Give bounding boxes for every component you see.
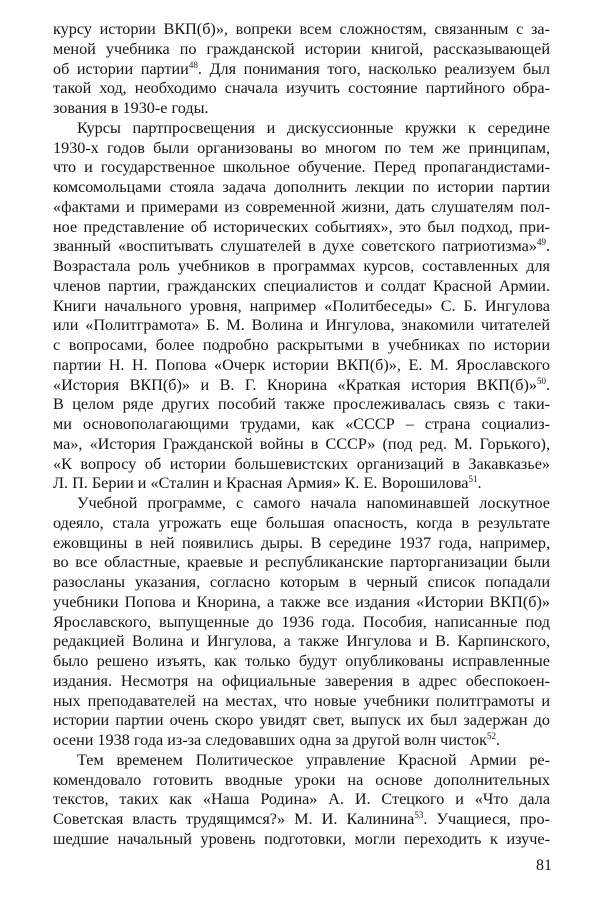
paragraph bbox=[53, 20, 550, 119]
text-span: осени 1938 года из-за следовавших одна за другой волн чисток bbox=[53, 731, 487, 749]
text-span: зования в 1930-е годы. bbox=[53, 99, 209, 117]
text-span: что и государственное школьное обучение. Перед пропагандистами- bbox=[53, 158, 550, 177]
text-span: В целом ряде других пособий также прослеживалась связь с таки- bbox=[53, 395, 550, 414]
footnote-ref: 51 bbox=[468, 474, 478, 485]
text-span: было решено изъять, как только будут опубликованы исправленные bbox=[53, 652, 550, 670]
text-span: разосланы указания, согласно которым в черный список попадали bbox=[53, 573, 550, 591]
text-line bbox=[53, 297, 550, 317]
text-span: такой ход, необходимо сначала изучить состояние партийного обра- bbox=[53, 79, 550, 98]
text-span: Тем временем Политическое управление Красной Армии ре- bbox=[77, 750, 550, 769]
text-span: членов партии, гражданских специалистов и солдат Красной Армии. bbox=[53, 276, 550, 295]
text-line bbox=[53, 158, 550, 178]
text-span: меной учебника по гражданской истории книгой, рассказывающей bbox=[53, 39, 550, 58]
text-line bbox=[53, 257, 550, 277]
text-line bbox=[53, 810, 550, 830]
text-line bbox=[53, 237, 550, 257]
text-span: ных преподавателей на местах, что новые учебники политграмоты и bbox=[53, 691, 550, 710]
text-line bbox=[53, 435, 550, 455]
text-line bbox=[53, 178, 550, 198]
text-span: . bbox=[545, 375, 550, 394]
text-span: об истории партии bbox=[53, 59, 189, 78]
text-span: «фактами и примерами из современной жизни, дать слушателям пол- bbox=[53, 197, 550, 216]
text-line bbox=[53, 751, 550, 771]
text-line bbox=[53, 573, 550, 593]
text-span: «История ВКП(б)» и В. Г. Кнорина «Краткая история ВКП(б)» bbox=[53, 375, 537, 394]
text-line bbox=[53, 395, 550, 415]
text-span: комсомольцами стояла задача дополнить лекции по истории партии bbox=[53, 178, 550, 196]
paragraph bbox=[53, 751, 550, 850]
footnote-ref: 48 bbox=[188, 59, 198, 70]
text-span: Ярославского, выпущенные до 1936 года. Пособия, написанные под bbox=[53, 612, 550, 631]
text-span: . bbox=[477, 474, 482, 493]
text-line bbox=[53, 316, 550, 336]
text-span: «К вопросу об истории большевистских организаций в Закавказье» bbox=[53, 454, 550, 473]
text-line bbox=[53, 336, 550, 356]
footnote-ref: 53 bbox=[414, 810, 424, 820]
text-line bbox=[53, 376, 550, 396]
text-line bbox=[53, 415, 550, 435]
text-span: . Для понимания того, насколько реализуем был bbox=[197, 59, 551, 78]
text-span: издания. Несмотря на официальные заверения в адрес обеспокоен- bbox=[53, 671, 550, 690]
text-line bbox=[53, 474, 550, 494]
text-line bbox=[53, 731, 550, 751]
text-line bbox=[53, 711, 550, 731]
text-line bbox=[53, 119, 550, 139]
text-line bbox=[53, 356, 550, 376]
text-span: . Учащиеся, про- bbox=[423, 810, 551, 828]
text-span: комендовало готовить вводные уроки на основе дополнительных bbox=[53, 770, 550, 789]
text-line bbox=[53, 79, 550, 99]
text-span: Возрастала роль учебников в программах курсов, составленных для bbox=[53, 257, 550, 275]
text-line bbox=[53, 277, 550, 297]
text-span: Л. П. Берии и «Сталин и Красная Армия» К. Е. Ворошилова bbox=[53, 474, 469, 493]
text-line bbox=[53, 514, 550, 534]
text-line bbox=[53, 613, 550, 633]
page-body bbox=[53, 20, 550, 850]
text-line bbox=[53, 139, 550, 159]
text-span: . bbox=[545, 237, 550, 256]
text-line bbox=[53, 593, 550, 613]
text-line bbox=[53, 790, 550, 810]
text-span: 1930-х годов были организованы во многом по тем же принципам, bbox=[53, 138, 550, 157]
text-span: одеяло, стала угрожать еще большая опасность, когда в результате bbox=[53, 513, 550, 532]
footnote-ref: 50 bbox=[536, 375, 546, 386]
text-span: учебники Попова и Кнорина, а также все издания «Истории ВКП(б)» bbox=[53, 592, 550, 611]
text-line bbox=[53, 771, 550, 791]
text-line bbox=[53, 830, 550, 850]
text-line bbox=[53, 198, 550, 218]
text-span: с вопросами, более подробно раскрытыми в учебниках по истории bbox=[53, 336, 550, 354]
text-span: курсу истории ВКП(б)», вопреки всем сложностям, связанным с за- bbox=[53, 20, 550, 38]
text-line bbox=[53, 40, 550, 60]
text-span: ми основополагающими трудами, как «СССР – страна социализ- bbox=[53, 415, 550, 433]
text-span: Курсы партпросвещения и дискуссионные кружки к середине bbox=[77, 118, 550, 137]
text-line bbox=[53, 455, 550, 475]
text-span: партии Н. Н. Попова «Очерк истории ВКП(б)», Е. М. Ярославского bbox=[53, 355, 550, 374]
text-span: шедшие начальный уровень подготовки, могли переходить к изуче- bbox=[53, 829, 550, 848]
paragraph bbox=[53, 119, 550, 494]
text-span: редакцией Волина и Ингулова, а также Ингулова и В. Карпинского, bbox=[53, 632, 550, 651]
text-span: . bbox=[496, 731, 501, 749]
text-span: ное представление об исторических событиях», это был подход, при- bbox=[53, 217, 550, 236]
text-line bbox=[53, 494, 550, 514]
text-span: ма», «История Гражданской войны в СССР» (под ред. М. Горького), bbox=[53, 434, 550, 453]
text-line bbox=[53, 692, 550, 712]
text-span: ежовщины в ней появились дыры. В середине 1937 года, например, bbox=[53, 533, 550, 552]
text-span: званный «воспитывать слушателей в духе советского патриотизма» bbox=[53, 237, 537, 256]
page-number: 81 bbox=[536, 857, 552, 874]
text-span: или «Политграмота» Б. М. Волина и Ингулова, знакомили читателей bbox=[53, 316, 550, 335]
text-span: Советская власть трудящимся?» М. И. Калинина bbox=[53, 810, 415, 828]
text-line bbox=[53, 218, 550, 238]
text-line bbox=[53, 632, 550, 652]
text-span: Учебной программе, с самого начала напоминавшей лоскутное bbox=[77, 494, 550, 512]
paragraph bbox=[53, 494, 550, 751]
text-span: Книги начального уровня, например «Политбеседы» С. Б. Ингулова bbox=[53, 296, 550, 315]
text-line bbox=[53, 20, 550, 40]
text-line bbox=[53, 652, 550, 672]
text-line bbox=[53, 534, 550, 554]
text-line bbox=[53, 60, 550, 80]
text-span: текстов, таких как «Наша Родина» А. И. Стецкого и «Что дала bbox=[53, 790, 550, 809]
text-span: во все областные, краевые и республиканские парторганизации были bbox=[53, 553, 550, 572]
text-line bbox=[53, 553, 550, 573]
footnote-ref: 52 bbox=[487, 731, 496, 741]
footnote-ref: 49 bbox=[536, 237, 546, 248]
text-line bbox=[53, 99, 550, 119]
text-span: истории партии очень скоро увидят свет, выпуск их был задержан до bbox=[53, 711, 550, 730]
text-line bbox=[53, 672, 550, 692]
